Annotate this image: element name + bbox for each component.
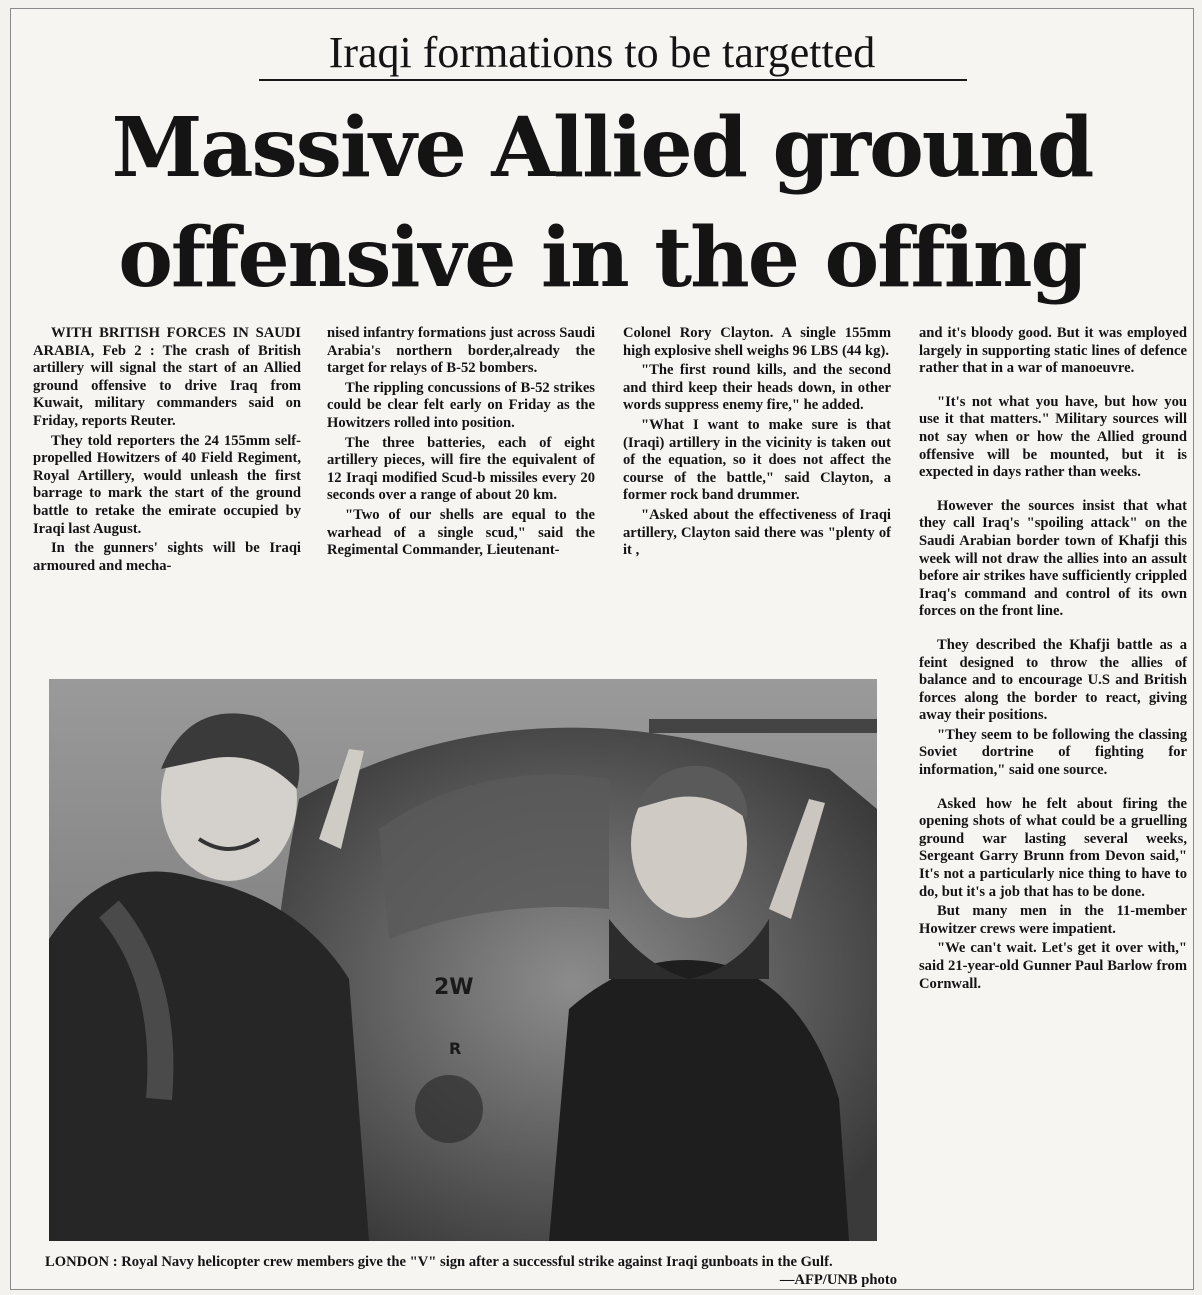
paragraph: nised infantry formations just across Saudi Arabia's northern border,already the target for relays of B-52 bombers. (327, 325, 595, 377)
paragraph: They described the Khafji battle as a feint designed to throw the allies of balance and to encourage U.S and British forces along the border to react, giving away their positions. (919, 636, 1187, 724)
paragraph: However the sources insist that what they call Iraq's "spoiling attack" on the Saudi Arabian border town of Khafji this week will not draw the allies into an assult before air strikes have sufficiently crippled Iraq's command and control of its own forces on the front line. (919, 497, 1187, 620)
news-photo (49, 679, 877, 1241)
paragraph: "We can't wait. Let's get it over with," said 21-year-old Gunner Paul Barlow from Cornwall. (919, 940, 1187, 992)
paragraph: The three batteries, each of eight artillery pieces, will fire the equivalent of 12 Iraqi modified Scud-b missiles every 20 seconds over a range of about 20 km. (327, 434, 595, 504)
helicopter-emblem (415, 1075, 483, 1143)
paragraph: Colonel Rory Clayton. A single 155mm high explosive shell weighs 96 LBS (44 kg). (623, 325, 891, 359)
article-column-1 (33, 325, 301, 577)
headline-line-2: offensive in the offing (118, 210, 1086, 306)
paragraph: WITH BRITISH FORCES IN SAUDI ARABIA, Feb 2 : The crash of British artillery will signal the start of an Allied ground offensive to drive Iraq from Kuwait, military commanders said on Friday, reports Reuter. (33, 325, 301, 429)
caption-text: LONDON : Royal Navy helicopter crew members give the "V" sign after a successful strike against Iraqi gunboats in the Gulf. (45, 1254, 833, 1270)
article-column-3 (623, 325, 891, 562)
paragraph: "The first round kills, and the second and third keep their heads down, in other words suppress enemy fire," he added. (623, 362, 891, 414)
article-column-2 (327, 325, 595, 562)
headline-line-1: Massive Allied ground (111, 100, 1093, 196)
paragraph: "They seem to be following the classing Soviet dortrine of fighting for information," said one source. (919, 726, 1187, 779)
rotor-blade (649, 719, 877, 733)
photo-credit: —AFP/UNB photo (779, 1272, 897, 1288)
photo-caption (45, 1253, 897, 1288)
svg-text:2W: 2W (434, 975, 474, 1000)
article-column-4 (919, 325, 1187, 995)
kicker-text: Iraqi formations to be targetted (328, 28, 876, 77)
newspaper-clipping (10, 8, 1194, 1290)
main-headline (11, 93, 1193, 313)
paragraph: and it's bloody good. But it was employed largely in supporting static lines of defence rather that in a war of manoeuvre. (919, 325, 1187, 377)
paragraph: "It's not what you have, but how you use it that matters." Military sources will not say when or how the Allied ground offensive will be mounted, but it is expected in days rather than weeks. (919, 393, 1187, 481)
kicker-underline (259, 79, 967, 81)
paragraph: But many men in the 11-member Howitzer crews were impatient. (919, 903, 1187, 937)
kicker-headline (11, 29, 1193, 77)
paragraph: The rippling concussions of B-52 strikes could be clear felt early on Friday as the Howitzers rolled into position. (327, 379, 595, 431)
svg-text:R: R (449, 1039, 462, 1058)
photo-illustration (49, 679, 877, 1241)
paragraph: In the gunners' sights will be Iraqi armoured and mecha- (33, 540, 301, 574)
paragraph: "What I want to make sure is that (Iraqi) artillery in the vicinity is taken out of the equation, so it does not affect the course of the battle," said Clayton, a former rock band drummer. (623, 416, 891, 504)
paragraph: They told reporters the 24 155mm self-propelled Howitzers of 40 Field Regiment, Royal Artillery, would unleash the first barrage to mark the start of the ground battle to retake the emirate occupied by Iraqi last August. (33, 432, 301, 537)
paragraph: Asked how he felt about firing the opening shots of what could be a gruelling ground war lasting several weeks, Sergeant Garry Brunn from Devon said," It's not a particularly nice thing to have to do, but it's a job that has to be done. (919, 795, 1187, 900)
paragraph: "Two of our shells are equal to the warhead of a single scud," said the Regimental Commander, Lieutenant- (327, 506, 595, 559)
paragraph: "Asked about the effectiveness of Iraqi artillery, Clayton said there was "plenty of it , (623, 506, 891, 559)
